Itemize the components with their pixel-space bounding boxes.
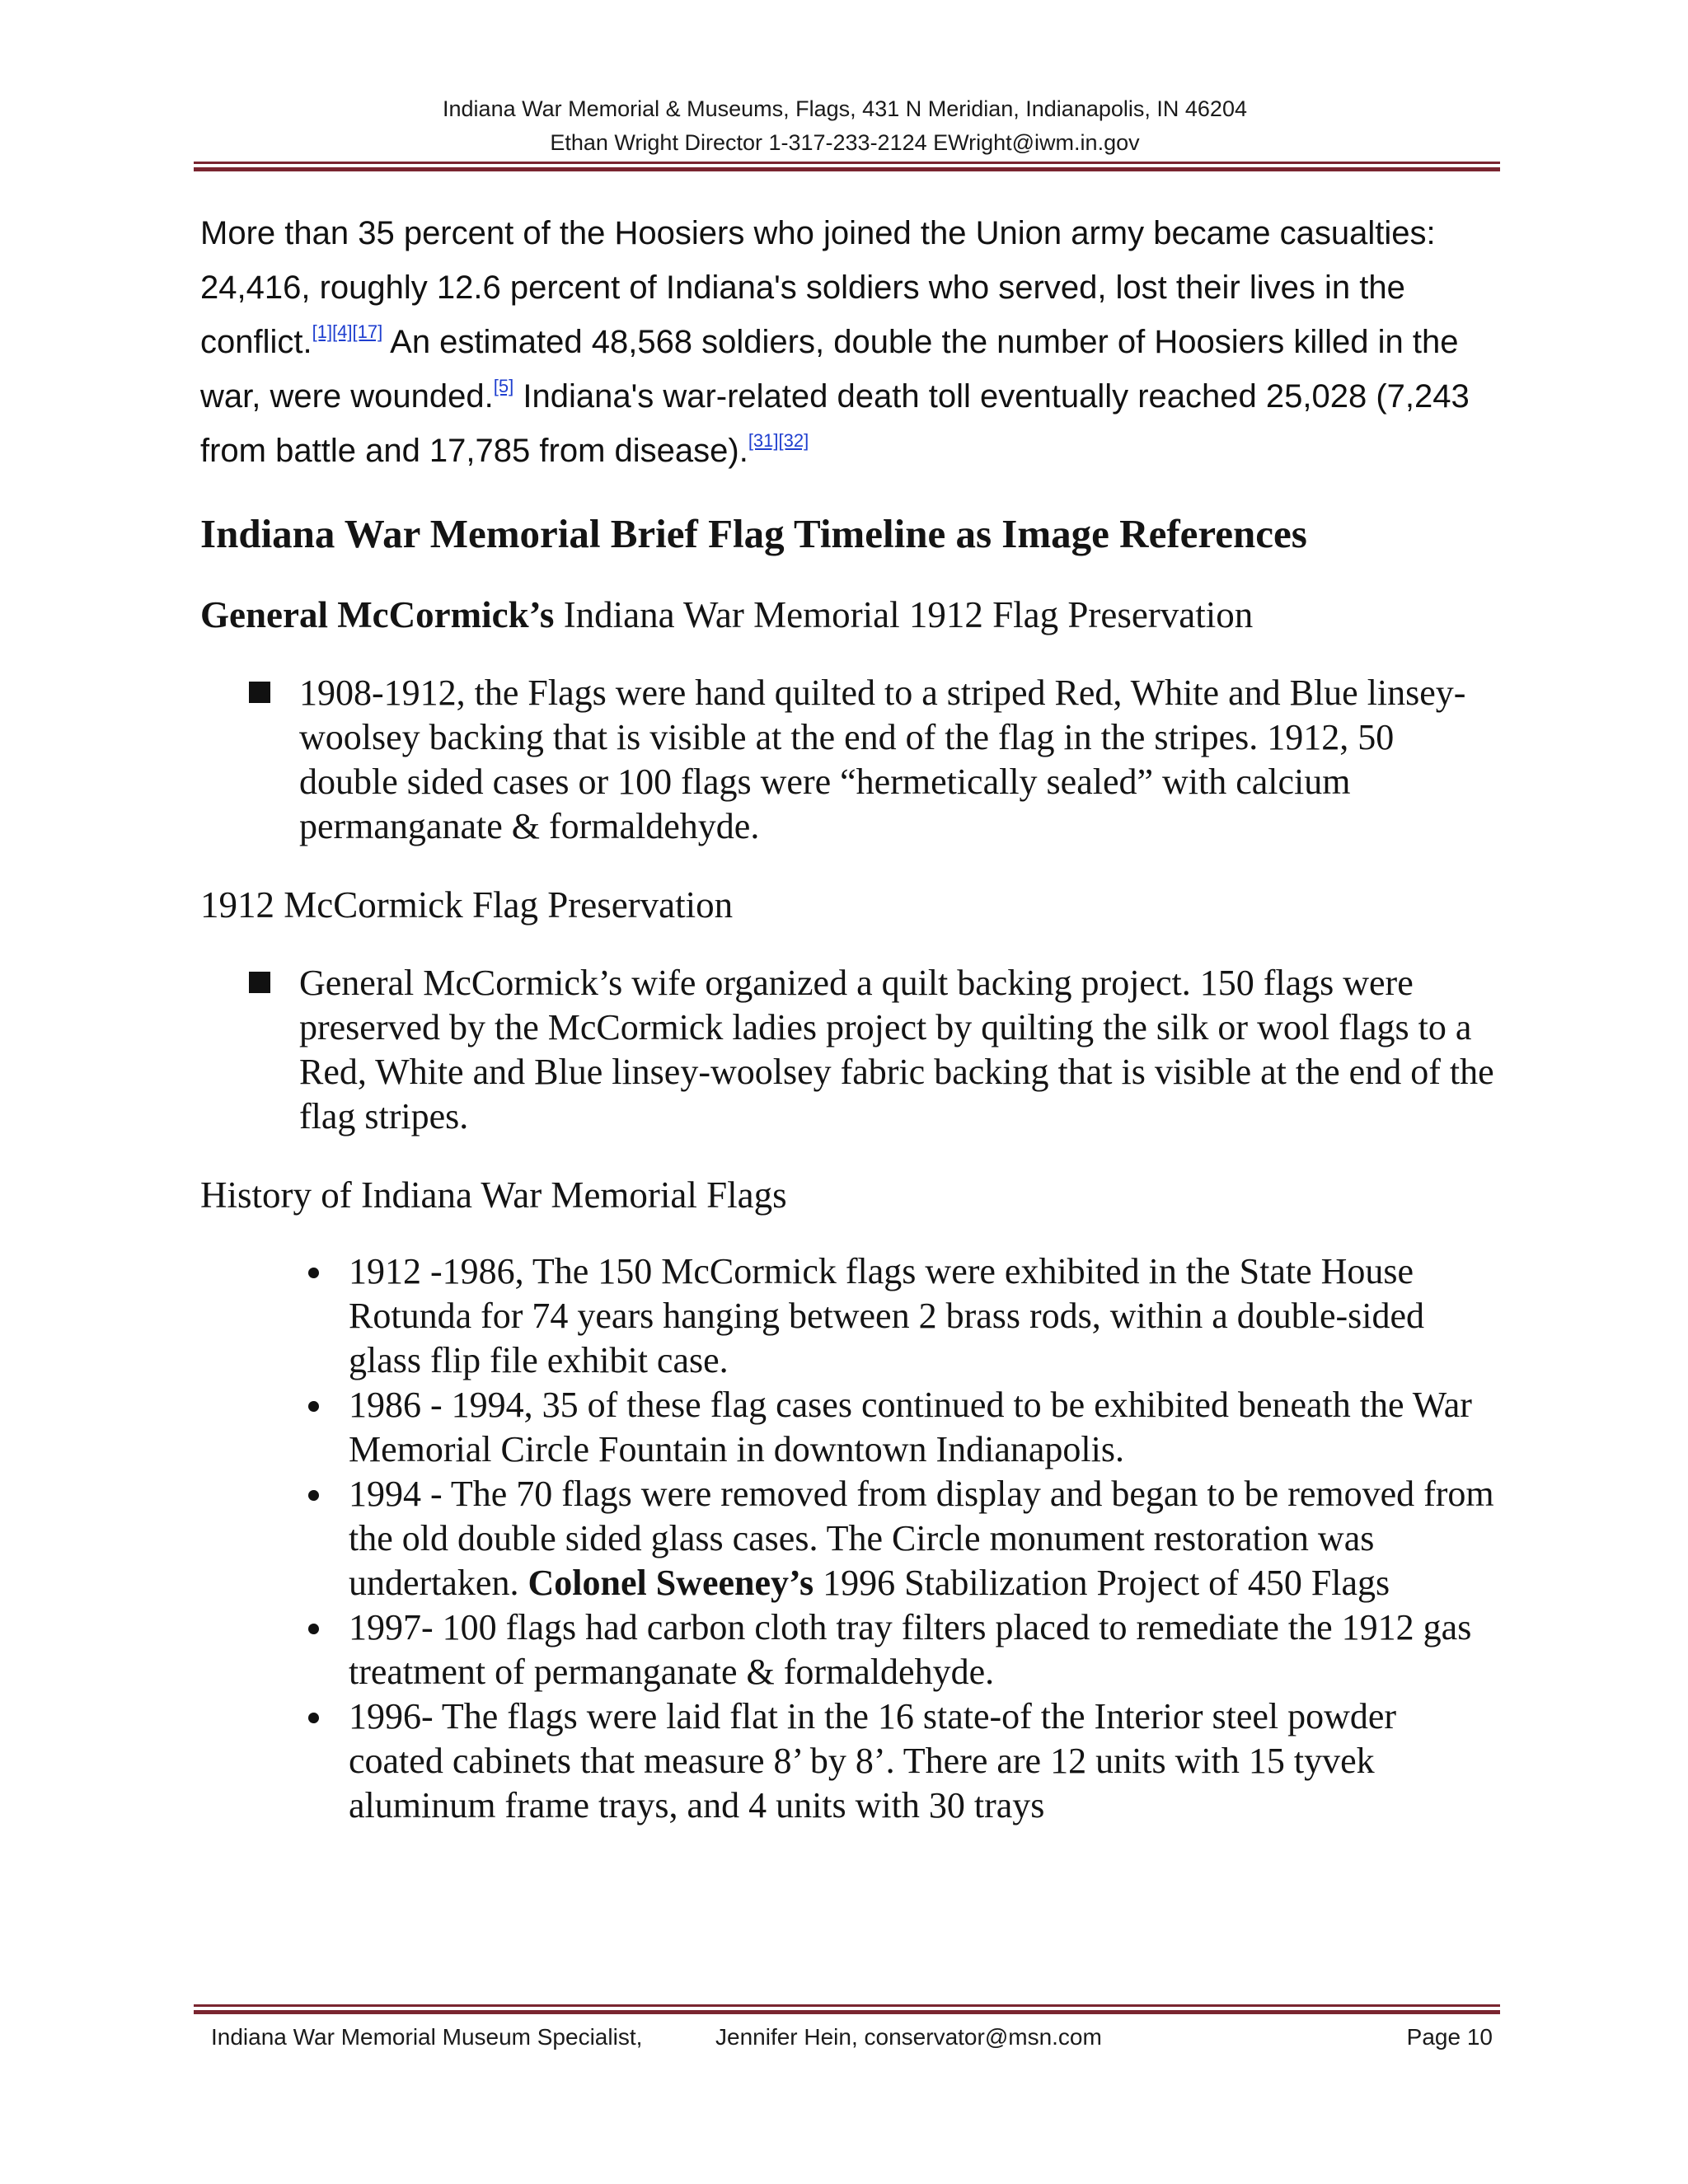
square-bullet-icon — [249, 972, 270, 993]
list-item: 1908-1912, the Flags were hand quilted to a striped Red, White and Blue linsey-woolsey backing that is visible at the end of the flag in the stripes. 1912, 50 double sided cases or 100 flags were “hermetically sealed” with calcium permanganate & formaldehyde. — [299, 671, 1494, 849]
list-item: 1994 - The 70 flags were removed from display and began to be removed from the old double sided glass cases. The Circle monument restoration was undertaken. Colonel Sweeney’s 1996 Stabilization Project of 450 Flags — [349, 1472, 1494, 1605]
citation-link[interactable]: [31][32] — [748, 430, 809, 451]
dot-bullet-icon — [308, 1268, 319, 1278]
list-item: 1996- The flags were laid flat in the 16 state-of the Interior steel powder coated cabinets that measure 8’ by 8’. There are 12 units with 15 tyvek aluminum frame trays, and 4 units with 30 trays — [349, 1694, 1494, 1828]
subheading-mccormick: General McCormick’s Indiana War Memorial 1912 Flag Preservation — [200, 594, 1254, 635]
footer-rule — [194, 2004, 1500, 2014]
citation-link[interactable]: [5] — [493, 376, 514, 396]
header-address: Indiana War Memorial & Museums, Flags, 431 N Meridian, Indianapolis, IN 46204 — [443, 96, 1247, 121]
list-item: 1912 -1986, The 150 McCormick flags were exhibited in the State House Rotunda for 74 years hanging between 2 brass rods, within a double-sided glass flip file exhibit case. — [349, 1249, 1494, 1383]
square-bullet-icon — [249, 682, 270, 703]
list-item: General McCormick’s wife organized a quilt backing project. 150 flags were preserved by the McCormick ladies project by quilting the silk or wool flags to a Red, White and Blue linsey-woolsey fabric backing that is visible at the end of the flag stripes. — [299, 961, 1494, 1139]
dot-bullet-icon — [308, 1490, 319, 1501]
timeline-list-2 — [200, 961, 1494, 1139]
intro-paragraph: More than 35 percent of the Hoosiers who joined the Union army became casualties: 24,416, roughly 12.6 percent of Indiana's soldiers who served, lost their lives in the conflict.[1][4][17] An estimated 48,568 soldiers, double the number of Hoosiers killed in the war, were wounded.[5] Indiana's war-related death toll eventually reached 25,028 (7,243 from battle and 17,785 from disease).[31][32] — [200, 215, 1470, 469]
timeline-list-1 — [200, 671, 1494, 849]
page-content — [200, 206, 1494, 1828]
footer-contact: Jennifer Hein, conservator@msn.com — [715, 2024, 1102, 2050]
section-heading: Indiana War Memorial Brief Flag Timeline as Image References — [200, 511, 1307, 556]
citation-link[interactable]: [1][4][17] — [312, 321, 383, 342]
list-item: 1997- 100 flags had carbon cloth tray filters placed to remediate the 1912 gas treatment of permanganate & formaldehyde. — [349, 1605, 1494, 1694]
dot-bullet-icon — [308, 1401, 319, 1412]
page-number: Page 10 — [1406, 2024, 1493, 2050]
header-rule — [194, 162, 1500, 171]
dot-bullet-icon — [308, 1713, 319, 1723]
dot-bullet-icon — [308, 1624, 319, 1634]
subheading-preservation: 1912 McCormick Flag Preservation — [200, 884, 734, 926]
history-list — [200, 1249, 1494, 1828]
list-item: 1986 - 1994, 35 of these flag cases continued to be exhibited beneath the War Memorial Circle Fountain in downtown Indianapolis. — [349, 1383, 1494, 1472]
subheading-history: History of Indiana War Memorial Flags — [200, 1174, 787, 1216]
footer-specialist: Indiana War Memorial Museum Specialist, — [211, 2024, 643, 2050]
page-header — [198, 92, 1492, 160]
header-contact: Ethan Wright Director 1-317-233-2124 EWright@iwm.in.gov — [550, 130, 1140, 155]
